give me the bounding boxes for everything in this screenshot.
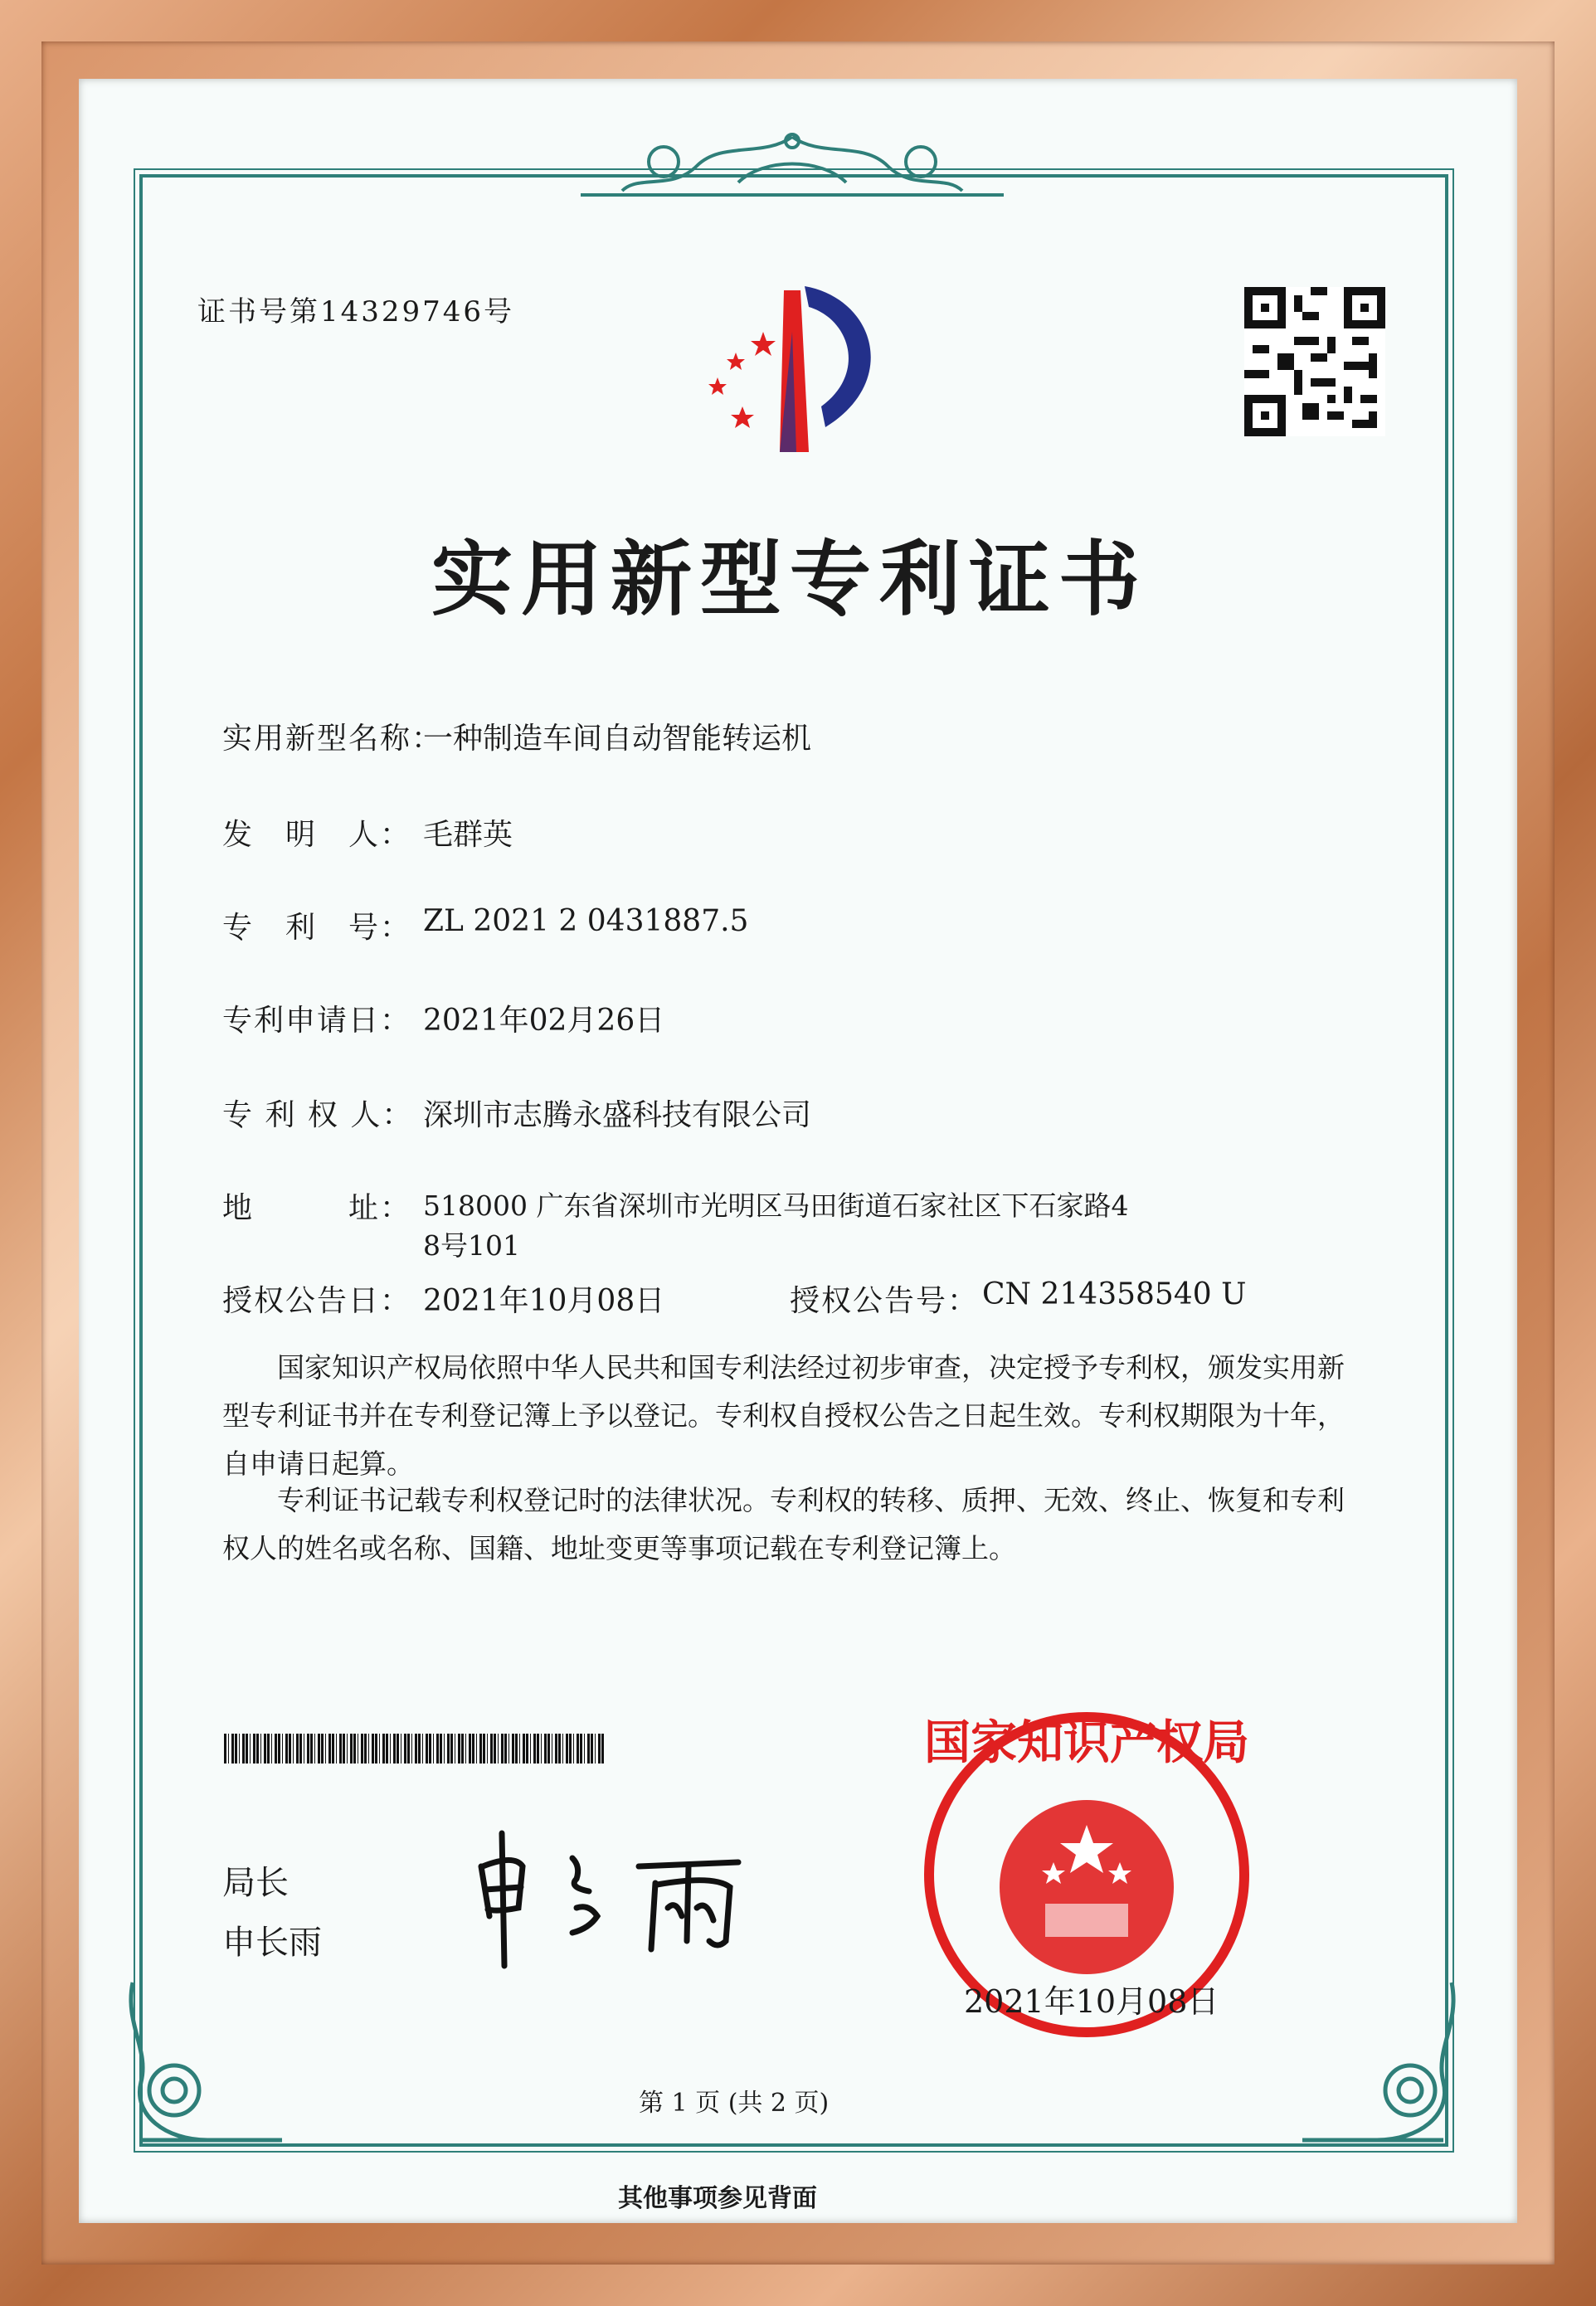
certificate-number: 证书号第14329746号 [197,295,515,328]
name-label: 实用新型名称： [222,722,444,756]
legal-paragraph-1: 国家知识产权局依照中华人民共和国专利法经过初步审查，决定授予专利权，颁发实用新型专利证书并在专利登记簿上予以登记。专利权自授权公告之日起生效。专利权期限为十年，自申请日起算。 [222,1351,1345,1480]
inventor-label: 发 明 人： [222,818,412,852]
patentee-value: 深圳市志腾永盛科技有限公司 [423,1098,812,1132]
address-label: 地 址： [222,1191,412,1225]
corner-ornament-right-icon [1302,1974,1468,2157]
seal-text: 国家知识产权局 [924,1716,1249,1770]
inventor-value: 毛群英 [423,818,513,852]
patentee-label: 专 利 权 人： [222,1098,414,1132]
grant-date-value: 2021年10月08日 [423,1284,665,1318]
patent-office-logo-icon [684,282,908,460]
patent-no-label: 专 利 号： [222,911,412,945]
qr-code-icon [1244,287,1385,436]
application-date-label: 专利申请日： [222,1004,412,1038]
application-date-value: 2021年02月26日 [423,1004,665,1038]
barcode-icon [224,1734,606,1764]
grant-no-label: 授权公告号： [790,1284,980,1318]
footer-note: 其他事项参见背面 [618,2184,817,2213]
page-info: 第 1 页 (共 2 页) [639,2089,830,2118]
certificate-title: 实用新型专利证书 [431,533,1149,627]
seal-date: 2021年10月08日 [964,1983,1219,2020]
grant-date-label: 授权公告日： [222,1284,412,1318]
top-ornament-icon [572,124,1012,203]
name-value: 一种制造车间自动智能转运机 [423,722,812,756]
grant-no-value: CN 214358540 U [982,1277,1247,1311]
director-title: 局长 [222,1864,289,1902]
address-value-line2: 8号101 [423,1229,520,1262]
director-name: 申长雨 [222,1924,322,1962]
director-signature-icon [465,1817,796,1982]
corner-ornament-left-icon [116,1974,282,2157]
address-value-line1: 518000 广东省深圳市光明区马田街道石家社区下石家路4 [423,1189,1129,1222]
patent-no-value: ZL 2021 2 0431887.5 [423,904,749,938]
legal-paragraph-2: 专利证书记载专利权登记时的法律状况。专利权的转移、质押、无效、终止、恢复和专利权人的姓名或名称、国籍、地址变更等事项记载在专利登记簿上。 [222,1484,1345,1564]
